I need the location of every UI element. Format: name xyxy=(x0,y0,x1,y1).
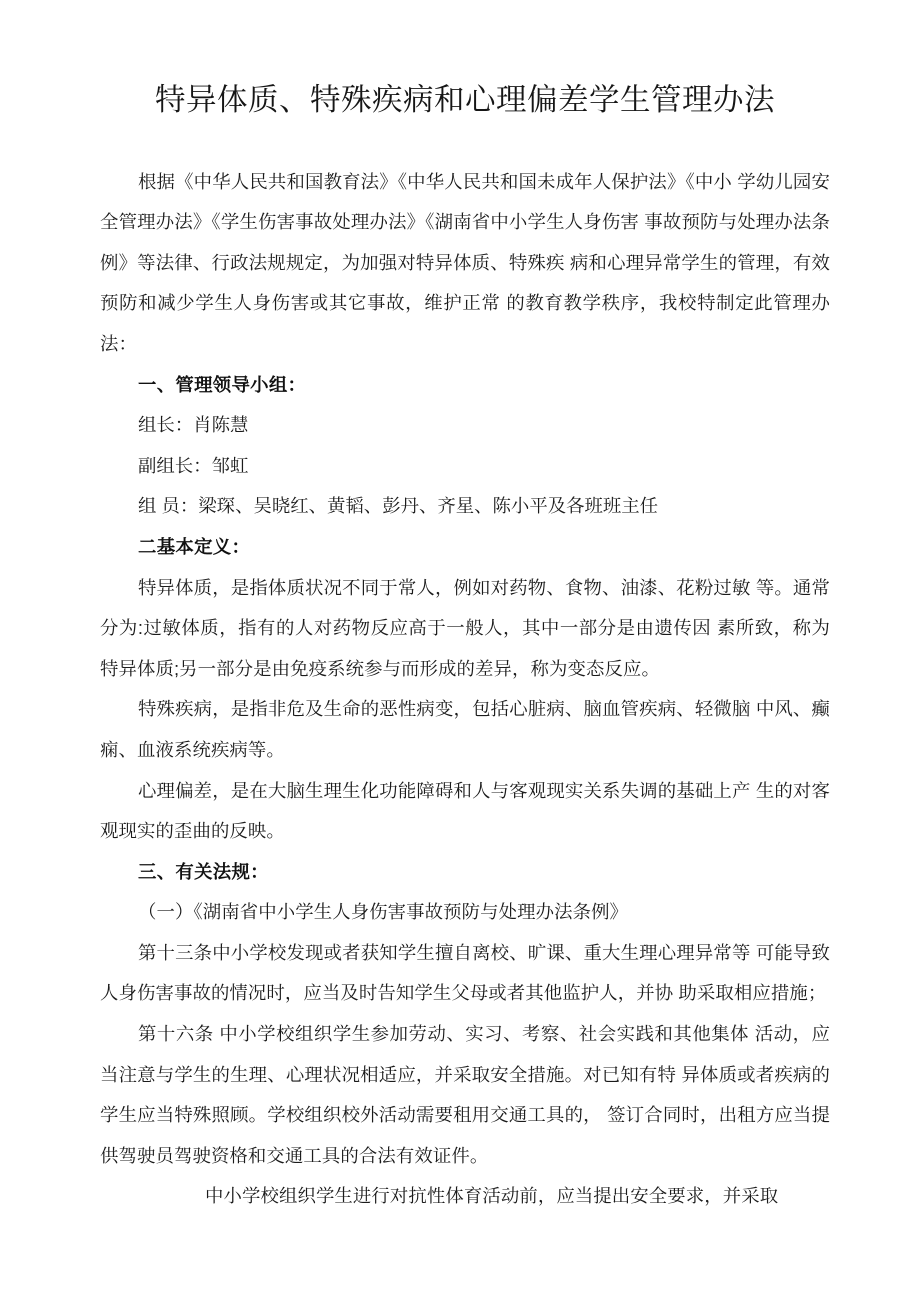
group-members-line: 组 员：梁琛、吴晓红、黄韬、彭丹、齐星、陈小平及各班班主任 xyxy=(138,495,659,517)
regulation-article-16: 第十六条 中小学校组织学生参加劳动、实习、考察、社会实践和其他集体 活动，应当注意与学生的生理、心理状况相适应，并采取安全措施。对已知有特 异体质或者疾病的学生应当特殊照顾。学校组织校外活动需要租用交通工具的， 签订合同时，出租方应当提供驾驶员驾驶资格和交通工具的合法有效证件。 xyxy=(100,1023,830,1166)
definition-paragraph-psychological-deviation: 心理偏差，是在大脑生理生化功能障碍和人与客观现实关系失调的基础上产 生的对客观现实的歪曲的反映。 xyxy=(100,779,830,842)
regulation-article-13: 第十三条中小学校发现或者获知学生擅自离校、旷课、重大生理心理异常等 可能导致人身伤害事故的情况时，应当及时告知学生父母或者其他监护人，并协 助采取相应措施； xyxy=(100,941,830,1004)
definition-paragraph-special-constitution: 特异体质，是指体质状况不同于常人，例如对药物、食物、油漆、花粉过敏 等。通常分为:过敏体质，指有的人对药物反应高于一般人，其中一部分是由遗传因 素所致，称为特异体质;另一部分是由免疫系统参与而形成的差异，称为变态反应。 xyxy=(100,576,830,679)
page-title: 特异体质、特殊疾病和心理偏差学生管理办法 xyxy=(155,83,775,117)
section-relevant-regulations xyxy=(100,852,830,1217)
section-heading-2: 二基本定义： xyxy=(138,535,251,557)
section-heading-1: 一、管理领导小组： xyxy=(138,373,307,395)
intro-paragraph: 根据《中华人民共和国教育法》《中华人民共和国未成年人保护法》《中小 学幼儿园安全管理办法》《学生伤害事故处理办法》《湖南省中小学生人身伤害 事故预防与处理办法条例》等法律、行政法规规定，为加强对特异体质、特殊疾 病和心理异常学生的管理，有效预防和减少学生人身伤害或其它事故，维护正常 的教育教学秩序，我校特制定此管理办法： xyxy=(100,170,830,354)
section-basic-definitions xyxy=(100,527,830,852)
regulation-subheading: （一）《湖南省中小学生人身伤害事故预防与处理办法条例》 xyxy=(138,901,629,923)
document-content xyxy=(100,0,830,1217)
group-leader-line: 组长：肖陈慧 xyxy=(138,414,249,436)
intro-block xyxy=(100,162,830,365)
definition-paragraph-special-disease: 特殊疾病，是指非危及生命的恶性病变，包括心脏病、脑血管疾病、轻微脑 中风、癫痫、血液系统疾病等。 xyxy=(100,698,830,760)
deputy-leader-line: 副组长：邹虹 xyxy=(138,454,249,476)
section-heading-3: 三、有关法规： xyxy=(138,860,269,882)
regulation-article-16-continued: 中小学校组织学生进行对抗性体育活动前，应当提出安全要求，并采取 xyxy=(205,1185,779,1207)
section-management-group xyxy=(100,365,830,527)
